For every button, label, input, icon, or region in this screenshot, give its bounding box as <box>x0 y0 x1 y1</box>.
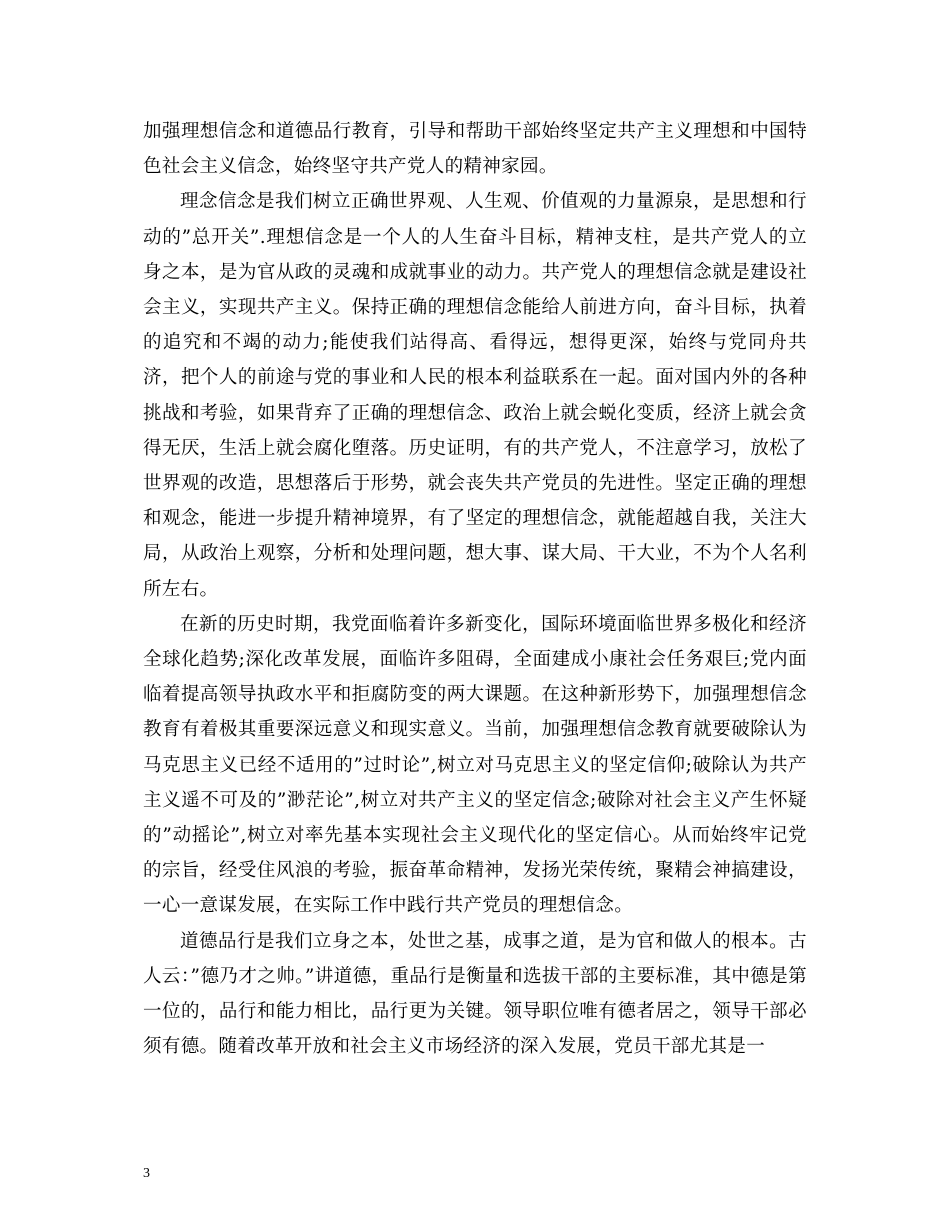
page-number: 3 <box>143 1166 150 1181</box>
paragraph-3: 在新的历史时期，我党面临着许多新变化，国际环境面临世界多极化和经济全球化趋势;深化改革发展，面临许多阻碍，全面建成小康社会任务艰巨;党内面临着提高领导执政水平和拒腐防变的两大课题。在这种新形势下，加强理想信念教育有着极其重要深远意义和现实意义。当前，加强理想信念教育就要破除认为马克思主义已经不适用的”过时论”,树立对马克思主义的坚定信仰;破除认为共产主义遥不可及的”渺茫论”,树立对共产主义的坚定信念;破除对社会主义产生怀疑的”动摇论”,树立对率先基本实现社会主义现代化的坚定信心。从而始终牢记党的宗旨，经受住风浪的考验，振奋革命精神，发扬光荣传统，聚精会神搞建设，一心一意谋发展，在实际工作中践行共产党员的理想信念。 <box>143 613 807 917</box>
paragraph-4: 道德品行是我们立身之本，处世之基，成事之道，是为官和做人的根本。古人云：”德乃才之帅。”讲道德，重品行是衡量和选拔干部的主要标准，其中德是第一位的，品行和能力相比，品行更为关键。领导职位唯有德者居之，领导干部必须有德。随着改革开放和社会主义市场经济的深入发展，党员干部尤其是一 <box>143 930 807 1058</box>
paragraph-1: 加强理想信念和道德品行教育，引导和帮助干部始终坚定共产主义理想和中国特色社会主义信念，始终坚守共产党人的精神家园。 <box>143 121 807 178</box>
document-body <box>143 114 807 1064</box>
paragraph-2: 理念信念是我们树立正确世界观、人生观、价值观的力量源泉，是思想和行动的”总开关”.理想信念是一个人的人生奋斗目标，精神支柱，是共产党人的立身之本，是为官从政的灵魂和成就事业的动力。共产党人的理想信念就是建设社会主义，实现共产主义。保持正确的理想信念能给人前进方向，奋斗目标，执着的追究和不竭的动力;能使我们站得高、看得远，想得更深，始终与党同舟共济，把个人的前途与党的事业和人民的根本利益联系在一起。面对国内外的各种挑战和考验，如果背弃了正确的理想信念、政治上就会蜕化变质，经济上就会贪得无厌，生活上就会腐化堕落。历史证明，有的共产党人，不注意学习，放松了世界观的改造，思想落后于形势，就会丧失共产党员的先进性。坚定正确的理想和观念，能进一步提升精神境界，有了坚定的理想信念，就能超越自我，关注大局，从政治上观察，分析和处理问题，想大事、谋大局、干大业，不为个人名利所左右。 <box>143 191 807 600</box>
